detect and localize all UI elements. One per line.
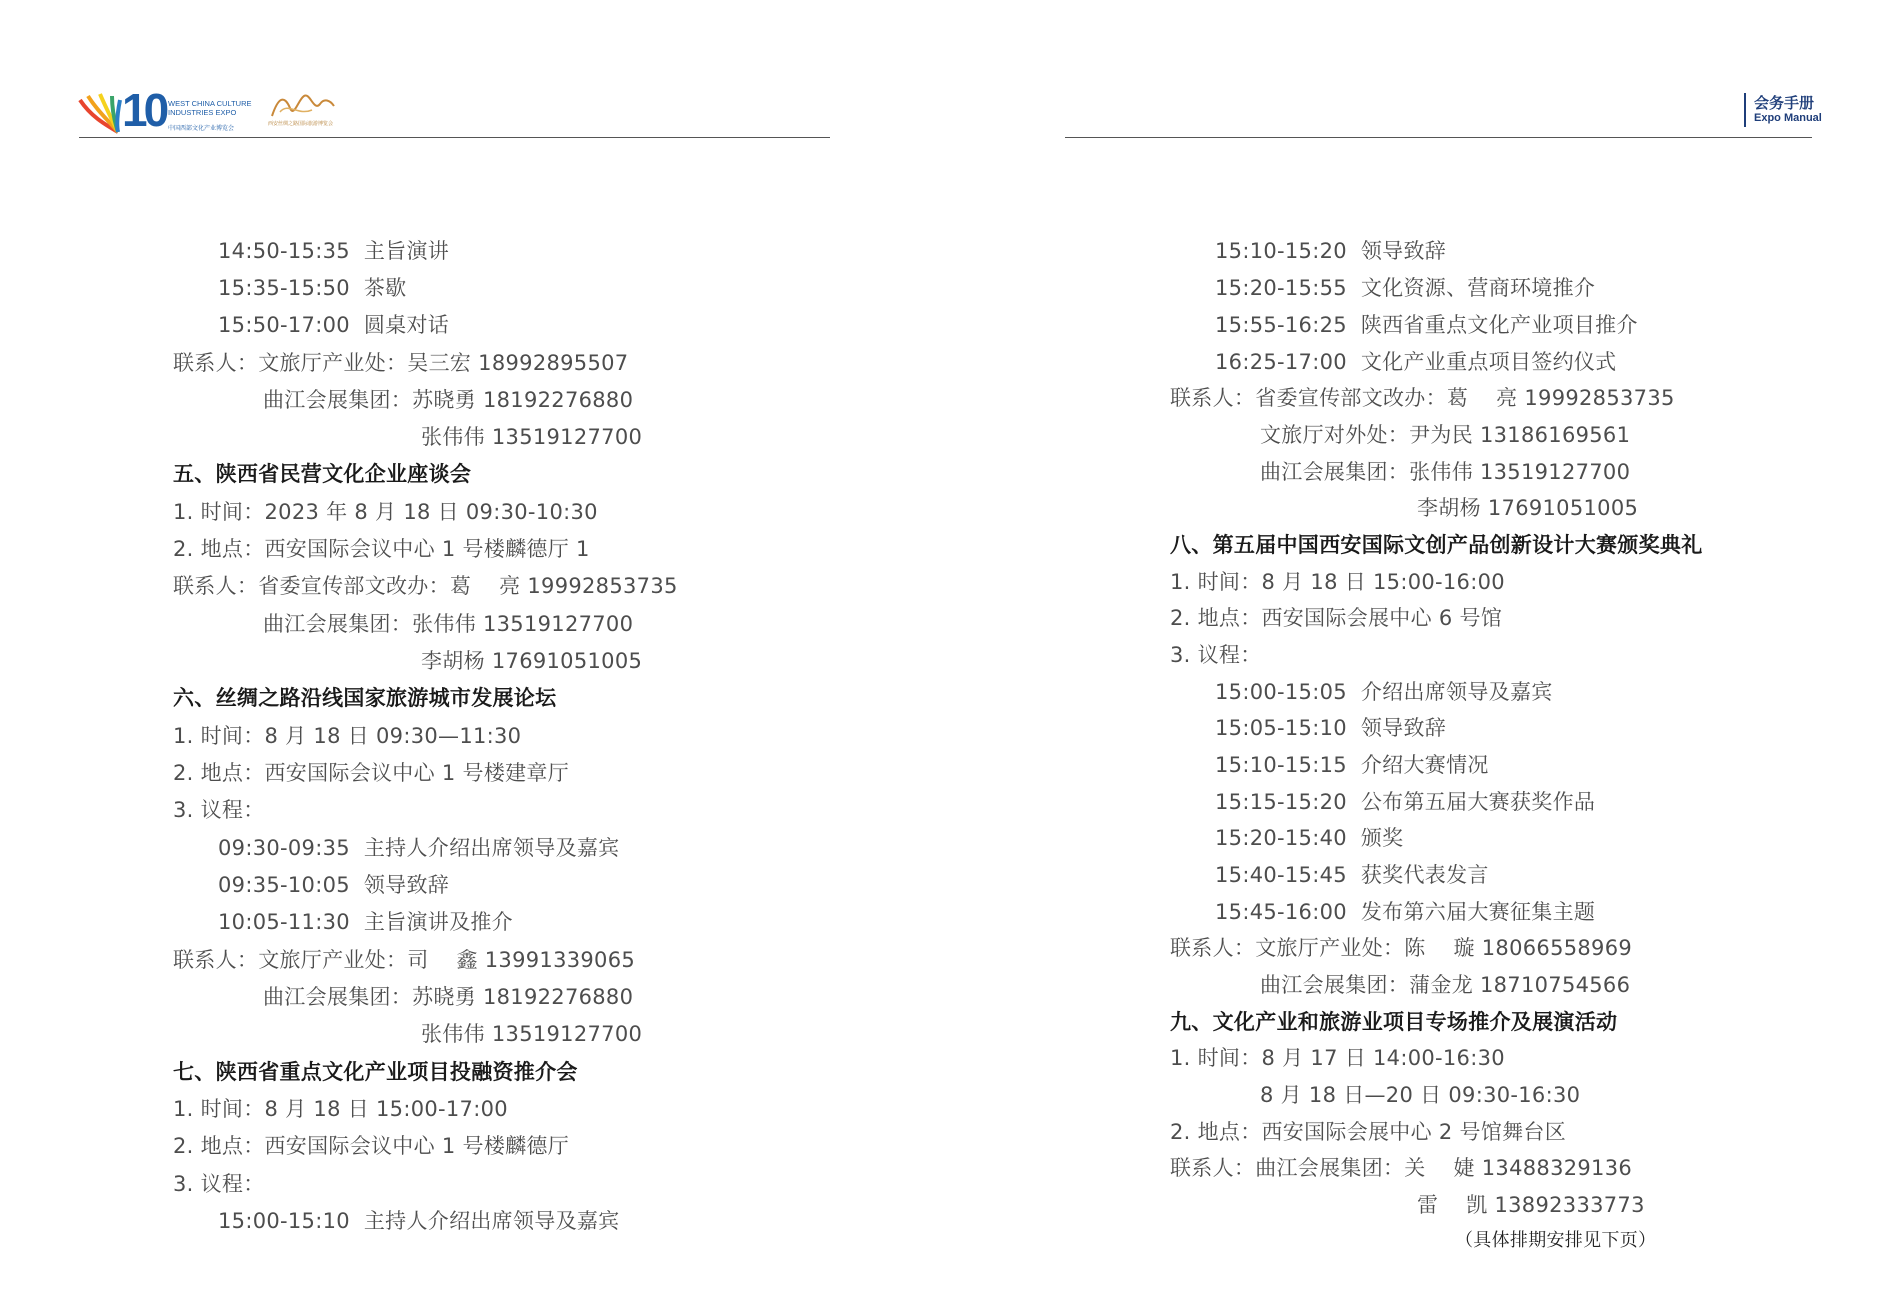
logo-english-name: WEST CHINA CULTURE INDUSTRIES EXPO [168,99,252,117]
contact-line: 联系人：省委宣传部文改办：葛 亮 19992853735 [173,574,678,598]
manual-title-cn: 会务手册 [1754,94,1815,112]
silk-road-logo-icon [268,90,338,120]
expo-manual-badge [1744,92,1824,128]
agenda-item: 15:05-15:10 领导致辞 [1215,716,1447,740]
event-location: 2. 地点：西安国际会议中心 1 号楼麟德厅 [173,1134,570,1158]
agenda-item: 15:10-15:15 介绍大赛情况 [1215,753,1489,777]
contact-line: 联系人：文旅厅产业处：吴三宏 18992895507 [173,351,629,375]
agenda-item: 15:00-15:05 介绍出席领导及嘉宾 [1215,680,1553,704]
contact-line: 联系人：文旅厅产业处：司 鑫 13991339065 [173,948,636,972]
contact-line: 联系人：曲江会展集团：关 婕 13488329136 [1170,1156,1633,1180]
manual-title-en: Expo Manual [1754,112,1822,124]
agenda-item: 15:35-15:50 茶歇 [218,276,407,300]
event-time: 1. 时间：8 月 18 日 09:30—11:30 [173,724,522,748]
right-page [945,0,1890,1295]
event-time: 1. 时间：8 月 18 日 15:00-17:00 [173,1097,508,1121]
agenda-item: 15:20-15:40 颁奖 [1215,826,1404,850]
contact-line: 曲江会展集团：苏晓勇 18192276880 [263,388,634,412]
agenda-item: 15:55-16:25 陕西省重点文化产业项目推介 [1215,313,1638,337]
agenda-item: 10:05-11:30 主旨演讲及推介 [218,910,513,934]
section-heading: 七、陕西省重点文化产业项目投融资推介会 [173,1060,578,1084]
section-heading: 九、文化产业和旅游业项目专场推介及展演活动 [1170,1010,1618,1034]
agenda-label: 3. 议程： [173,1172,265,1196]
section-heading: 五、陕西省民营文化企业座谈会 [173,462,472,486]
contact-line: 曲江会展集团：苏晓勇 18192276880 [263,985,634,1009]
contact-line: 曲江会展集团：张伟伟 13519127700 [1260,460,1631,484]
contact-line: 联系人：文旅厅产业处：陈 璇 18066558969 [1170,936,1633,960]
header-rule [79,137,830,138]
agenda-item: 15:15-15:20 公布第五届大赛获奖作品 [1215,790,1596,814]
section-heading: 八、第五届中国西安国际文创产品创新设计大赛颁奖典礼 [1170,533,1703,557]
event-time: 8 月 18 日—20 日 09:30-16:30 [1260,1083,1581,1107]
agenda-item: 16:25-17:00 文化产业重点项目签约仪式 [1215,350,1617,374]
logo-chinese-name: 中国西部文化产业博览会 [168,125,235,132]
header-rule [1065,137,1812,138]
event-location: 2. 地点：西安国际会议中心 1 号楼麟德厅 1 [173,537,590,561]
contact-line: 曲江会展集团：张伟伟 13519127700 [263,612,634,636]
agenda-item: 14:50-15:35 主旨演讲 [218,239,450,263]
contact-line: 雷 凯 13892333773 [1417,1193,1645,1217]
silk-road-logo-text: 西安丝绸之路国际旅游博览会 [268,121,334,127]
agenda-item: 09:35-10:05 领导致辞 [218,873,450,897]
schedule-note: （具体排期安排见下页） [1455,1230,1657,1251]
agenda-item: 15:10-15:20 领导致辞 [1215,239,1447,263]
event-location: 2. 地点：西安国际会展中心 6 号馆 [1170,606,1503,630]
agenda-item: 15:20-15:55 文化资源、营商环境推介 [1215,276,1596,300]
event-location: 2. 地点：西安国际会展中心 2 号馆舞台区 [1170,1120,1567,1144]
agenda-label: 3. 议程： [173,798,265,822]
agenda-item: 15:45-16:00 发布第六届大赛征集主题 [1215,900,1596,924]
contact-line: 文旅厅对外处：尹为民 13186169561 [1260,423,1631,447]
contact-line: 李胡杨 17691051005 [421,649,643,673]
event-time: 1. 时间：8 月 17 日 14:00-16:30 [1170,1046,1505,1070]
contact-line: 联系人：省委宣传部文改办：葛 亮 19992853735 [1170,386,1675,410]
fan-logo-icon [78,92,122,134]
event-location: 2. 地点：西安国际会议中心 1 号楼建章厅 [173,761,570,785]
agenda-item: 15:50-17:00 圆桌对话 [218,313,450,337]
expo-logo [78,84,348,136]
event-time: 1. 时间：8 月 18 日 15:00-16:00 [1170,570,1505,594]
manual-accent-bar [1744,93,1746,127]
contact-line: 张伟伟 13519127700 [421,1022,643,1046]
event-time: 1. 时间：2023 年 8 月 18 日 09:30-10:30 [173,500,598,524]
logo-number: 10 [122,84,166,136]
agenda-label: 3. 议程： [1170,643,1262,667]
contact-line: 李胡杨 17691051005 [1417,496,1639,520]
agenda-item: 15:40-15:45 获奖代表发言 [1215,863,1489,887]
section-heading: 六、丝绸之路沿线国家旅游城市发展论坛 [173,686,557,710]
agenda-item: 09:30-09:35 主持人介绍出席领导及嘉宾 [218,836,620,860]
contact-line: 曲江会展集团：蒲金龙 18710754566 [1260,973,1631,997]
contact-line: 张伟伟 13519127700 [421,425,643,449]
agenda-item: 15:00-15:10 主持人介绍出席领导及嘉宾 [218,1209,620,1233]
